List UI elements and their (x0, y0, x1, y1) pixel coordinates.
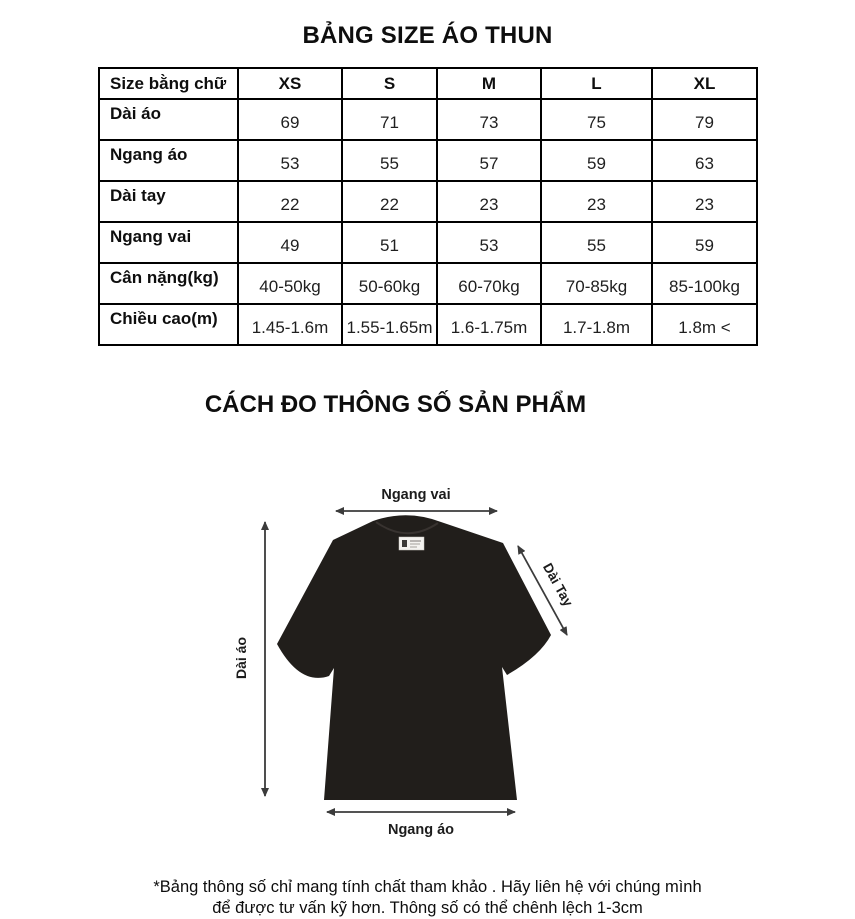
table-cell: 51 (342, 222, 437, 263)
table-cell: 79 (652, 99, 757, 140)
size-table (98, 67, 758, 346)
row-label-height: Chiều cao(m) (99, 304, 238, 345)
row-label-shirt-length: Dài áo (99, 99, 238, 140)
table-cell: 69 (238, 99, 342, 140)
col-header-l: L (541, 68, 652, 99)
table-row (99, 263, 757, 304)
table-cell: 73 (437, 99, 541, 140)
table-cell: 1.55-1.65m (342, 304, 437, 345)
col-header-s: S (342, 68, 437, 99)
table-cell: 70-85kg (541, 263, 652, 304)
table-cell: 49 (238, 222, 342, 263)
measurement-diagram (230, 460, 620, 850)
row-label-weight: Cân nặng(kg) (99, 263, 238, 304)
footnote (0, 877, 855, 919)
table-row (99, 181, 757, 222)
row-label-sleeve-length: Dài tay (99, 181, 238, 222)
table-cell: 1.7-1.8m (541, 304, 652, 345)
tshirt-shape (277, 515, 551, 800)
table-cell: 57 (437, 140, 541, 181)
shoulder-width-label: Ngang vai (381, 487, 451, 503)
table-cell: 22 (238, 181, 342, 222)
col-header-m: M (437, 68, 541, 99)
table-row (99, 222, 757, 263)
section-title: CÁCH ĐO THÔNG SỐ SẢN PHẨM (204, 391, 587, 418)
table-cell: 40-50kg (238, 263, 342, 304)
table-cell: 53 (437, 222, 541, 263)
shirt-width-label: Ngang áo (387, 822, 455, 838)
table-row (99, 304, 757, 345)
table-cell: 71 (342, 99, 437, 140)
table-cell: 22 (342, 181, 437, 222)
col-header-size-label: Size bằng chữ (99, 68, 238, 99)
table-cell: 59 (652, 222, 757, 263)
table-cell: 1.45-1.6m (238, 304, 342, 345)
page-title: BẢNG SIZE ÁO THUN (302, 22, 553, 49)
table-cell: 85-100kg (652, 263, 757, 304)
table-cell: 23 (652, 181, 757, 222)
table-cell: 63 (652, 140, 757, 181)
col-header-xl: XL (652, 68, 757, 99)
table-row (99, 99, 757, 140)
table-cell: 55 (541, 222, 652, 263)
table-row (99, 140, 757, 181)
shirt-length-label: Dài áo (233, 636, 249, 680)
table-cell: 53 (238, 140, 342, 181)
sleeve-length-label: Dài Tay (539, 560, 576, 610)
row-label-shirt-width: Ngang áo (99, 140, 238, 181)
table-cell: 59 (541, 140, 652, 181)
table-header-row (99, 68, 757, 99)
table-cell: 60-70kg (437, 263, 541, 304)
col-header-xs: XS (238, 68, 342, 99)
table-cell: 23 (437, 181, 541, 222)
tshirt-measurement-illustration (230, 460, 620, 850)
table-cell: 75 (541, 99, 652, 140)
row-label-shoulder-width: Ngang vai (99, 222, 238, 263)
footnote-line-1: *Bảng thông số chỉ mang tính chất tham khảo . Hãy liên hệ với chúng mình (153, 878, 702, 896)
care-label (399, 537, 424, 550)
table-cell: 1.6-1.75m (437, 304, 541, 345)
footnote-line-2: để được tư vấn kỹ hơn. Thông số có thể chênh lệch 1-3cm (212, 899, 643, 917)
table-cell: 1.8m < (652, 304, 757, 345)
table-cell: 23 (541, 181, 652, 222)
table-cell: 50-60kg (342, 263, 437, 304)
table-cell: 55 (342, 140, 437, 181)
